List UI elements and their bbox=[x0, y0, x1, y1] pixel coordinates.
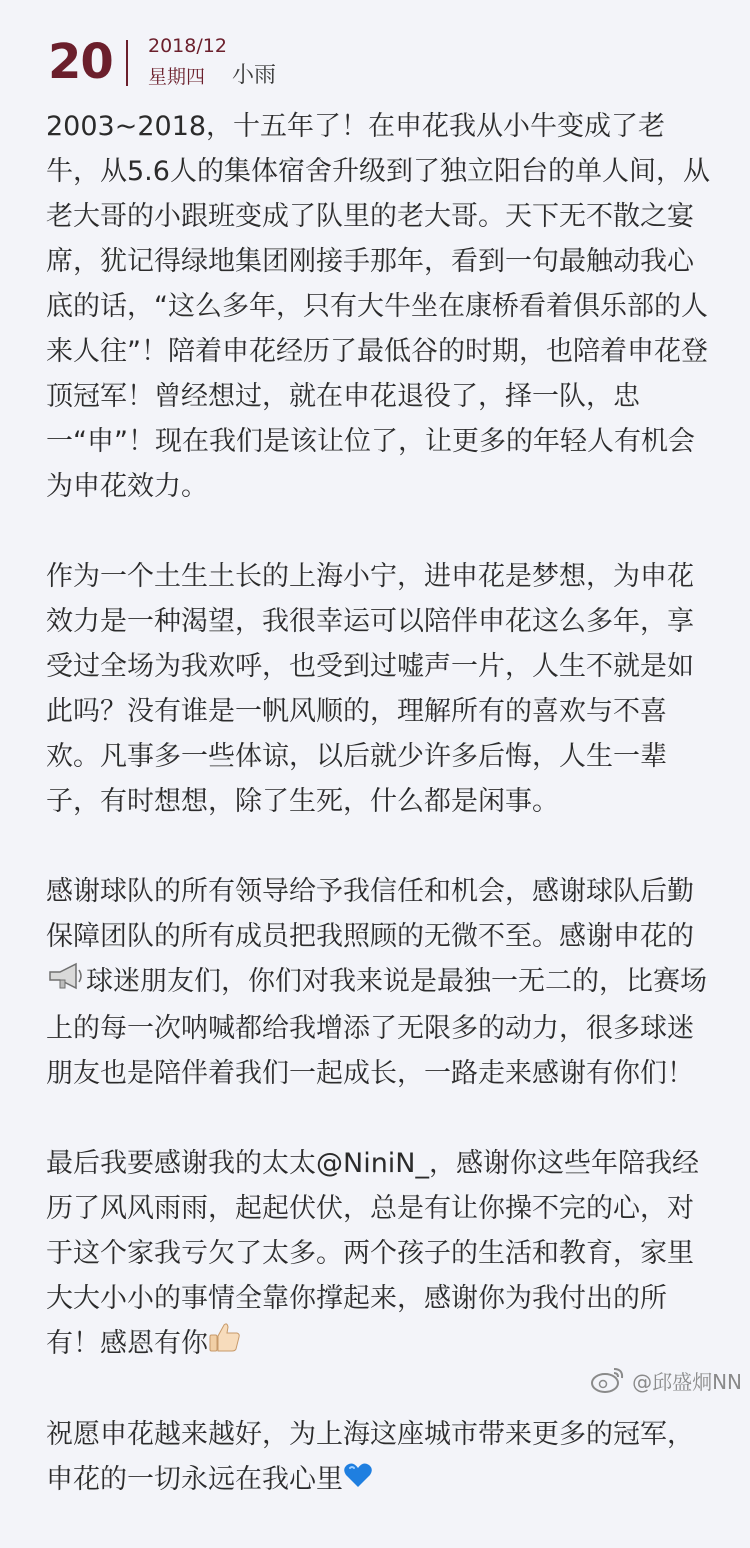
diary-header bbox=[48, 28, 708, 98]
date-weekday: 星期四 bbox=[148, 66, 206, 88]
date-day: 20 bbox=[48, 34, 113, 90]
paragraph-4-text: 最后我要感谢我的太太@NiniN_，感谢你这些年陪我经历了风风雨雨，起起伏伏，总是有让你操不完的心，对于这个家我亏欠了太多。两个孩子的生活和教育，家里大大小小的事情全靠你撑起来，感谢你为我付出的所有！感恩有你 bbox=[46, 1147, 700, 1359]
paragraph-1: 2003~2018，十五年了！在申花我从小牛变成了老牛，从5.6人的集体宿舍升级到了独立阳台的单人间，从老大哥的小跟班变成了队里的老大哥。天下无不散之宴席，犹记得绿地集团刚接手那年，看到一句最触动我心底的话，“这么多年，只有大牛坐在康桥看着俱乐部的人来人往”！陪着申花经历了最低谷的时期，也陪着申花登顶冠军！曾经想过，就在申花退役了，择一队，忠一“申”！现在我们是该让位了，让更多的年轻人有机会为申花效力。 bbox=[46, 111, 710, 502]
diary-content bbox=[46, 104, 710, 1548]
weather-label: 小雨 bbox=[232, 63, 277, 88]
blue-heart-icon bbox=[343, 1458, 373, 1503]
thumbs-up-icon bbox=[208, 1321, 242, 1367]
paragraph-5 bbox=[46, 1412, 710, 1503]
paragraph-2: 作为一个土生土长的上海小宁，进申花是梦想，为申花效力是一种渴望，我很幸运可以陪伴申花这么多年，享受过全场为我欢呼，也受到过嘘声一片，人生不就是如此吗？没有谁是一帆风顺的，理解所有的喜欢与不喜欢。凡事多一些体谅，以后就少许多后悔，人生一辈子，有时想想，除了生死，什么都是闲事。 bbox=[46, 561, 694, 817]
weibo-watermark bbox=[590, 1360, 742, 1400]
weibo-logo-icon bbox=[590, 1365, 626, 1395]
paragraph-4 bbox=[46, 1141, 710, 1368]
watermark-text: @邱盛炯NN bbox=[632, 1369, 742, 1394]
paragraph-3 bbox=[46, 869, 710, 1096]
megaphone-icon bbox=[46, 960, 86, 1006]
date-year-month: 2018/12 bbox=[148, 35, 227, 57]
header-divider bbox=[126, 40, 128, 86]
paragraph-3-text-a: 感谢球队的所有领导给予我信任和机会，感谢球队后勤保障团队的所有成员把我照顾的无微不至。感谢申花的 bbox=[46, 876, 694, 952]
paragraph-5-text: 祝愿申花越来越好，为上海这座城市带来更多的冠军，申花的一切永远在我心里 bbox=[46, 1419, 694, 1495]
paragraph-3-text-b: 球迷朋友们，你们对我来说是最独一无二的，比赛场上的每一次呐喊都给我增添了无限多的动力，很多球迷朋友也是陪伴着我们一起成长，一路走来感谢有你们！ bbox=[46, 966, 707, 1089]
